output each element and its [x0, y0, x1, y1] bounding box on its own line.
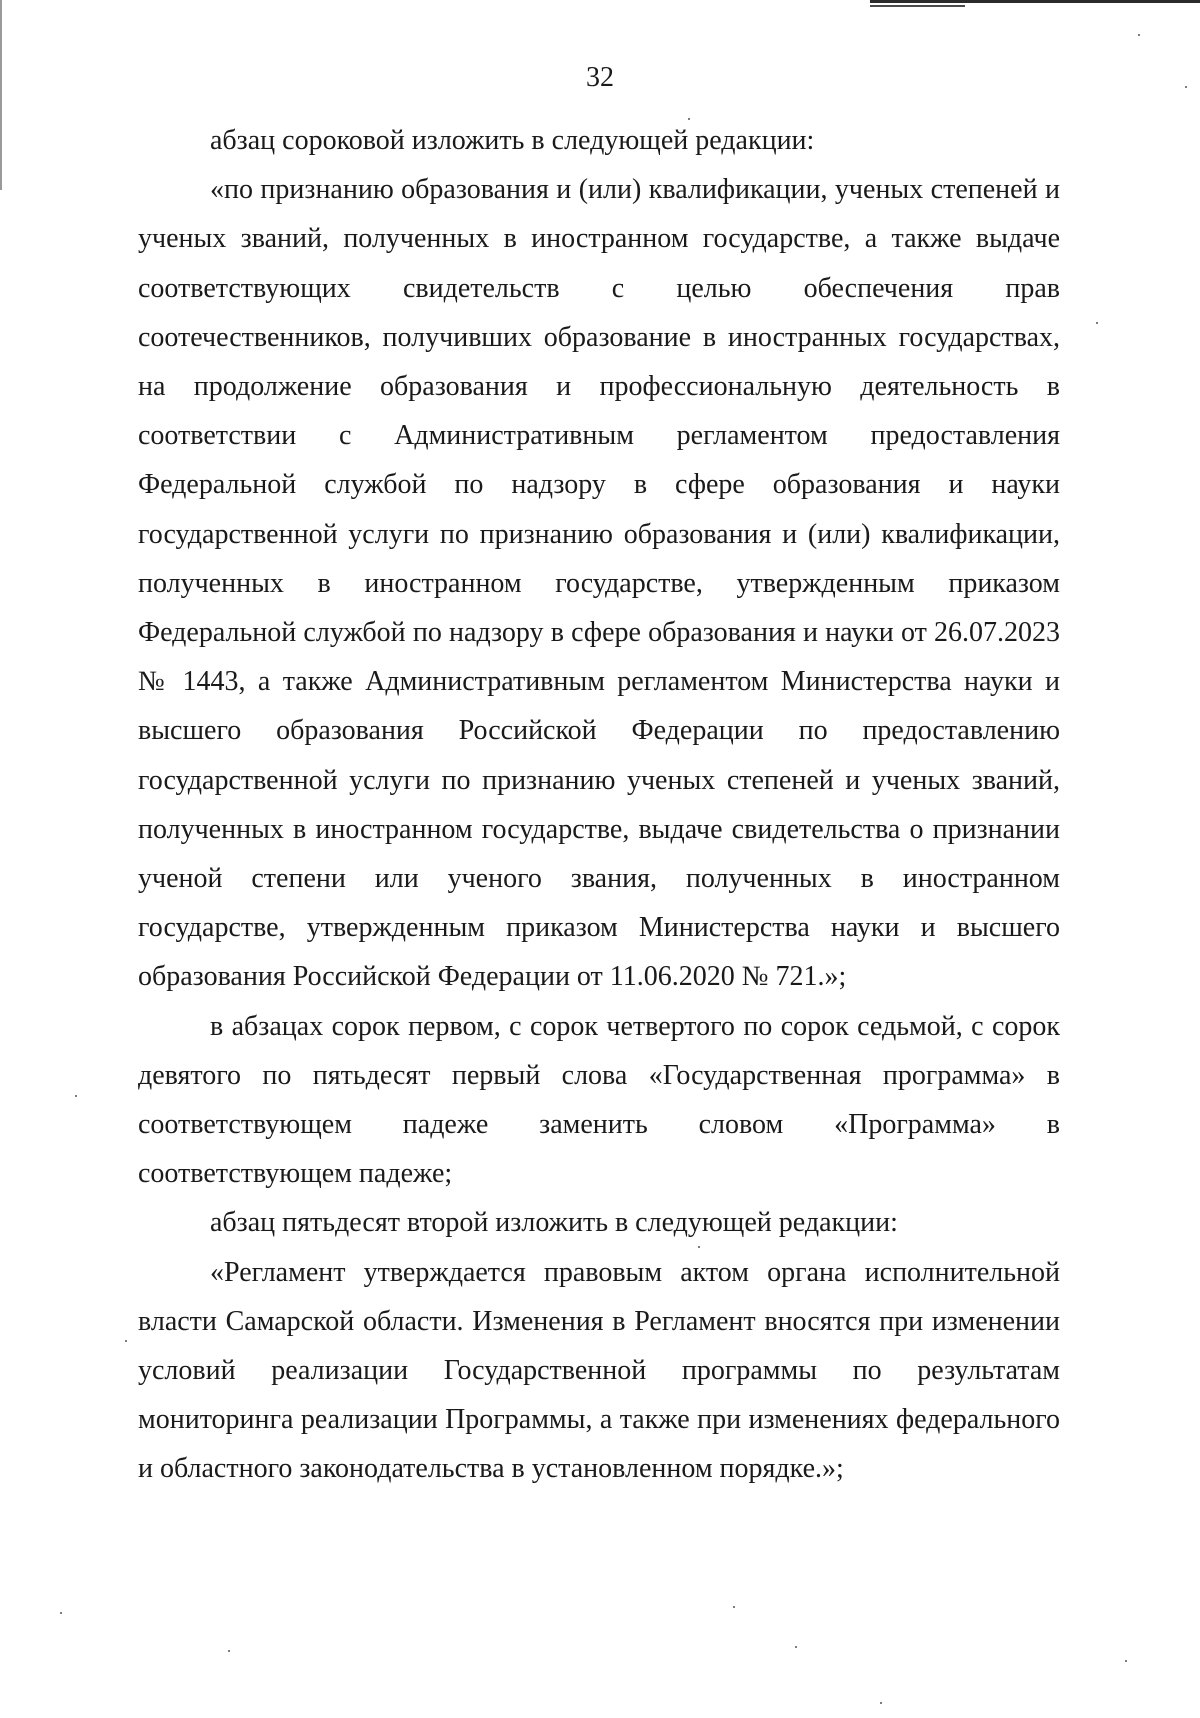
left-edge-shadow — [0, 0, 2, 190]
paragraph-3: в абзацах сорок первом, с сорок четвертого по сорок седьмой, с сорок девятого по пятьдесят первый слова «Государственная программа» в соответствующем падеже заменить словом «Программа» в соответствующем падеже; — [138, 1010, 1060, 1190]
scan-speck — [698, 1246, 700, 1248]
scan-speck — [1096, 322, 1098, 324]
scan-speck — [60, 1612, 62, 1614]
paragraph-5: «Регламент утверждается правовым актом органа исполнительной власти Самарской области. Изменения в Регламент вносятся при изменении условий реализации Государственной программы по результатам мониторинга реализации Программы, а также при изменениях федерального и областного законодательства в установленном порядке.»; — [138, 1256, 1060, 1485]
top-edge-rule — [870, 0, 1200, 3]
paragraph-2: «по признанию образования и (или) квалификации, ученых степеней и ученых званий, полученных в иностранном государстве, а также выдаче соответствующих свидетельств с целью обеспечения прав соотечественников, получивших образование в иностранных государствах, на продолжение образования и профессиональную деятельность в соответствии с Административным регламентом предоставления Федеральной службой по надзору в сфере образования и науки государственной услуги по признанию образования и (или) квалификации, полученных в иностранном государстве, утвержденным приказом Федеральной службой по надзору в сфере образования и науки от 26.07.2023 № 1443, а также Административным регламентом Министерства науки и высшего образования Российской Федерации по предоставлению государственной услуги по признанию ученых степеней и ученых званий, полученных в иностранном государстве, выдаче свидетельства о признании ученой степени или ученого звания, полученных в иностранном государстве, утвержденным приказом Министерства науки и высшего образования Российской Федерации от 11.06.2020 № 721.»; — [138, 174, 1060, 993]
top-edge-rule-secondary — [870, 5, 965, 7]
scan-speck — [228, 1650, 230, 1652]
paragraph-4: абзац пятьдесят второй изложить в следующей редакции: — [210, 1207, 898, 1239]
document-body — [138, 116, 1060, 1494]
scan-speck — [1125, 1660, 1127, 1662]
scan-speck — [75, 1095, 77, 1097]
scan-speck — [733, 1606, 735, 1608]
scan-speck — [125, 1340, 127, 1342]
scan-speck — [795, 1646, 797, 1648]
paragraph-1: абзац сороковой изложить в следующей редакции: — [210, 125, 815, 156]
scan-speck — [688, 118, 690, 120]
scan-speck — [880, 1702, 882, 1704]
scan-speck — [1138, 34, 1140, 36]
scan-speck — [1185, 86, 1187, 88]
page-number: 32 — [586, 62, 614, 93]
